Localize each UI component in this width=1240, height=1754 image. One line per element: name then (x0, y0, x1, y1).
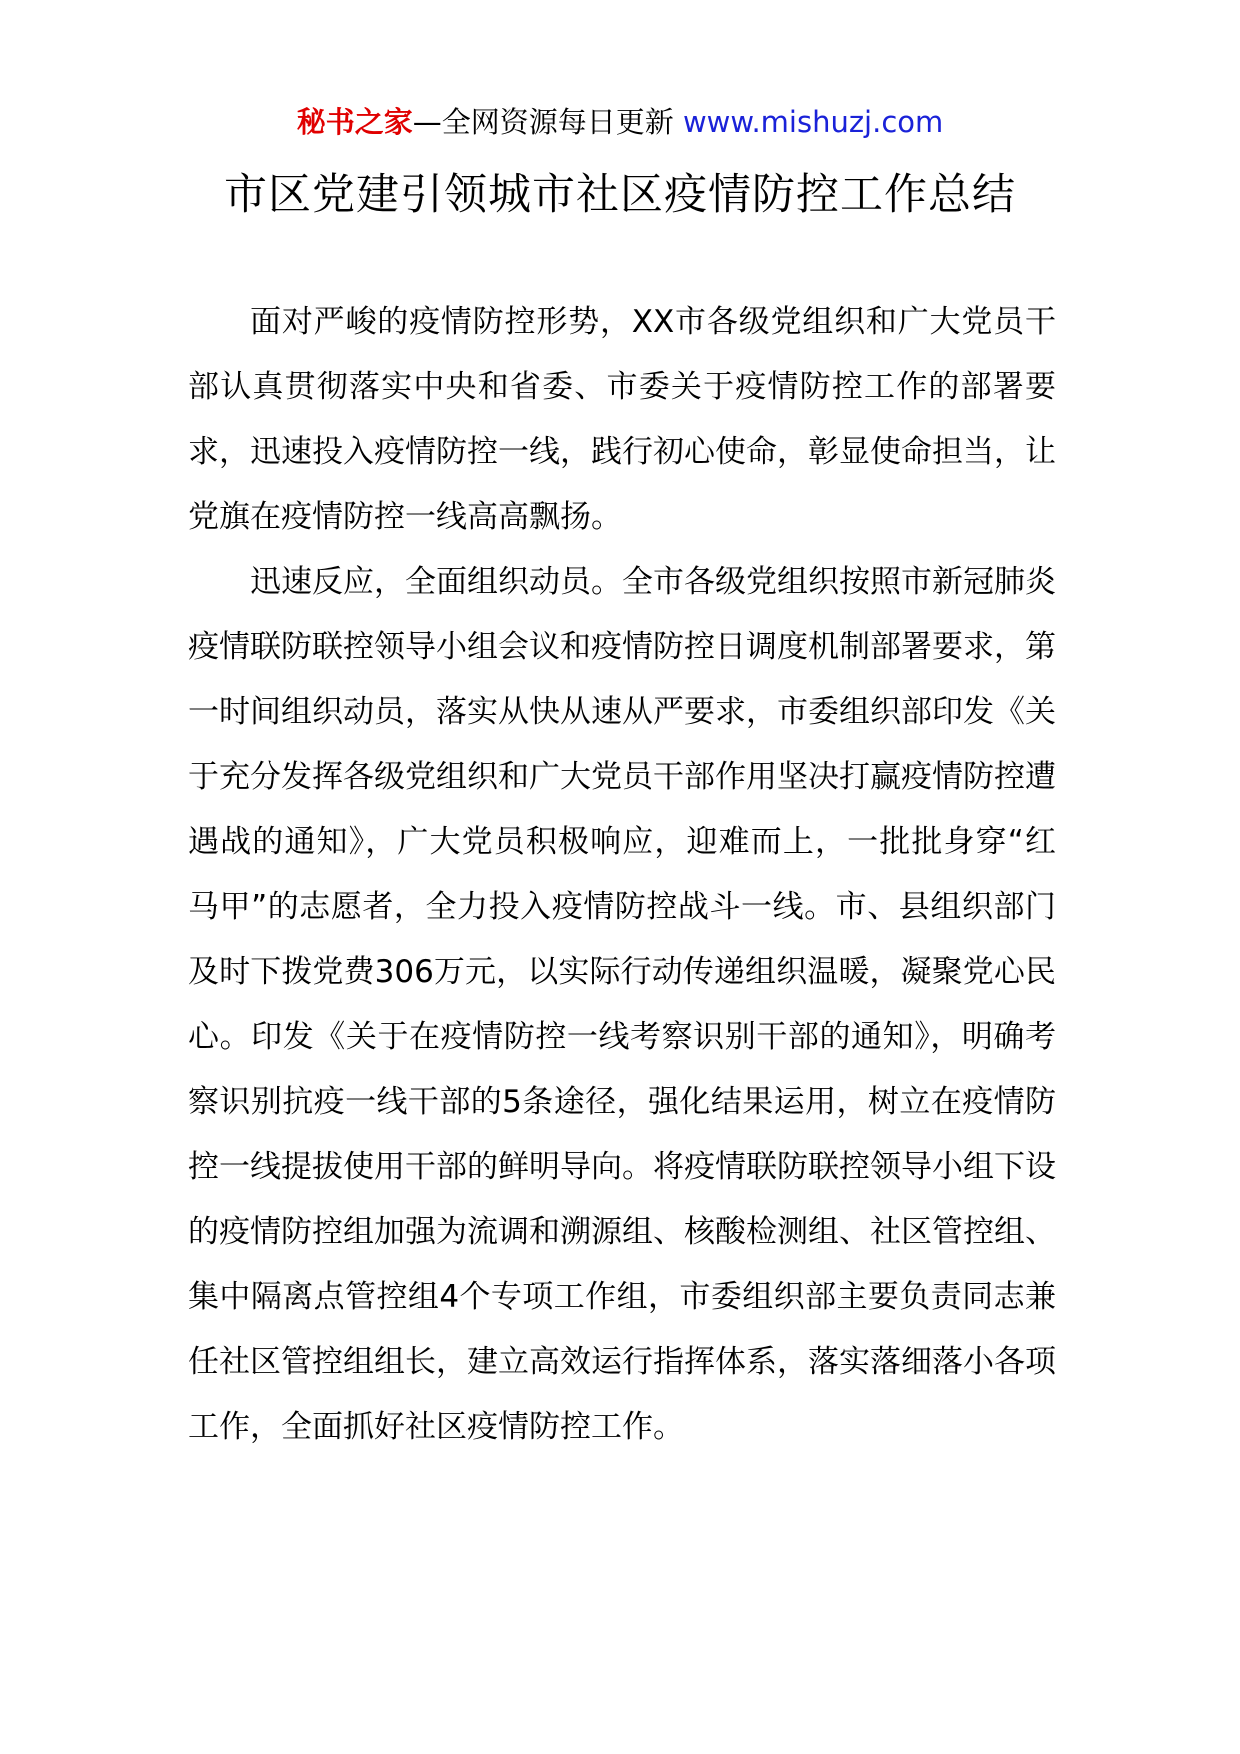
paragraph-mobilization: 迅速反应，全面组织动员。全市各级党组织按照市新冠肺炎疫情联防联控领导小组会议和疫情防控日调度机制部署要求，第一时间组织动员，落实从快从速从严要求，市委组织部印发《关于充分发挥各级党组织和广大党员干部作用坚决打赢疫情防控遭遇战的通知》，广大党员积极响应，迎难而上，一批批身穿“红马甲”的志愿者，全力投入疫情防控战斗一线。市、县组织部门及时下拨党费306万元，以实际行动传递组织温暖，凝聚党心民心。印发《关于在疫情防控一线考察识别干部的通知》，明确考察识别抗疫一线干部的5条途径，强化结果运用，树立在疫情防控一线提拔使用干部的鲜明导向。将疫情联防联控领导小组下设的疫情防控组加强为流调和溯源组、核酸检测组、社区管控组、集中隔离点管控组4个专项工作组，市委组织部主要负责同志兼任社区管控组组长，建立高效运行指挥体系，落实落细落小各项工作，全面抓好社区疫情防控工作。 (188, 564, 1056, 1445)
paragraph-intro: 面对严峻的疫情防控形势，XX市各级党组织和广大党员干部认真贯彻落实中央和省委、市委关于疫情防控工作的部署要求，迅速投入疫情防控一线，践行初心使命，彰显使命担当，让党旗在疫情防控一线高高飘扬。 (188, 304, 1056, 535)
site-header (0, 102, 1240, 142)
document-body (188, 290, 1056, 1460)
brand-name: 秘书之家 (296, 105, 413, 139)
header-slogan: —全网资源每日更新 (412, 105, 674, 139)
document-title: 市区党建引领城市社区疫情防控工作总结 (224, 170, 1016, 220)
site-url-link[interactable]: www.mishuzj.com (682, 105, 944, 139)
